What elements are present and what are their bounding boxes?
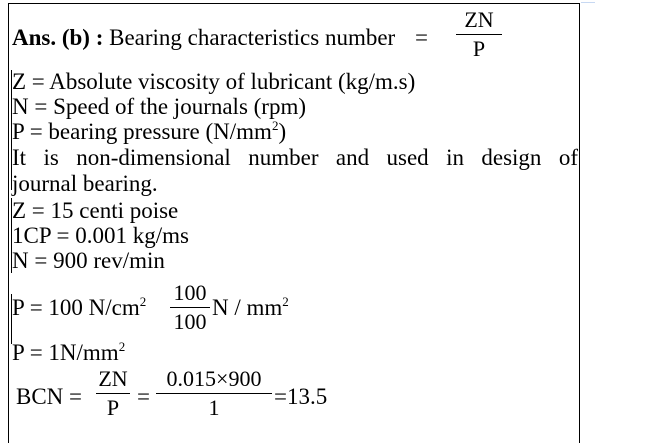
bearing-title: Bearing characteristics number [109,25,396,50]
p-line-unit: N / $mm^2$ [212,294,289,320]
answer-label: Ans. (b) : [12,25,104,50]
answer-line [12,26,428,50]
bcn-label: BCN = [16,384,83,409]
fraction-denominator: P [106,395,120,420]
fraction-bar [170,307,210,308]
equals-sign: = [414,25,428,50]
page-edge-accent [581,2,595,3]
given-n: N = 900 rev/min [12,248,165,273]
fraction-numerator: 100 [173,280,207,305]
def-n: N = Speed of the journals (rpm) [12,94,307,119]
fraction-value [156,367,272,420]
fraction-numerator: 0.015×900 [166,366,262,391]
fraction-denominator: 100 [173,309,207,334]
note-line-1: It is non-dimensional number and used in design of [12,145,578,170]
def-p: P = bearing pressure $(N/mm^2)$ [12,118,287,144]
fraction-zn-p [456,8,502,61]
fraction-bar [156,393,272,394]
fraction-numerator: ZN [98,366,128,391]
fraction-denominator: 1 [208,395,220,420]
note-line-2: journal bearing. [12,171,158,196]
bcn-equals: = [137,384,150,409]
fraction-bar [456,34,502,35]
fraction-100-100 [170,281,210,334]
p-line: P = 100 $N/cm^2$ [12,294,147,320]
fraction-bar [96,393,130,394]
def-z: Z = Absolute viscosity of lubricant (kg/m.s) [12,69,416,94]
bcn-result: =13.5 [274,384,328,409]
fraction-bcn-zn-p [96,367,130,420]
p-result: $P = 1N/mm^2$ [12,339,126,365]
given-cp: 1CP = 0.001 kg/ms [12,223,189,248]
fraction-numerator: ZN [464,7,494,32]
fraction-denominator: P [472,36,486,61]
given-z: Z = 15 centi poise [12,198,179,223]
